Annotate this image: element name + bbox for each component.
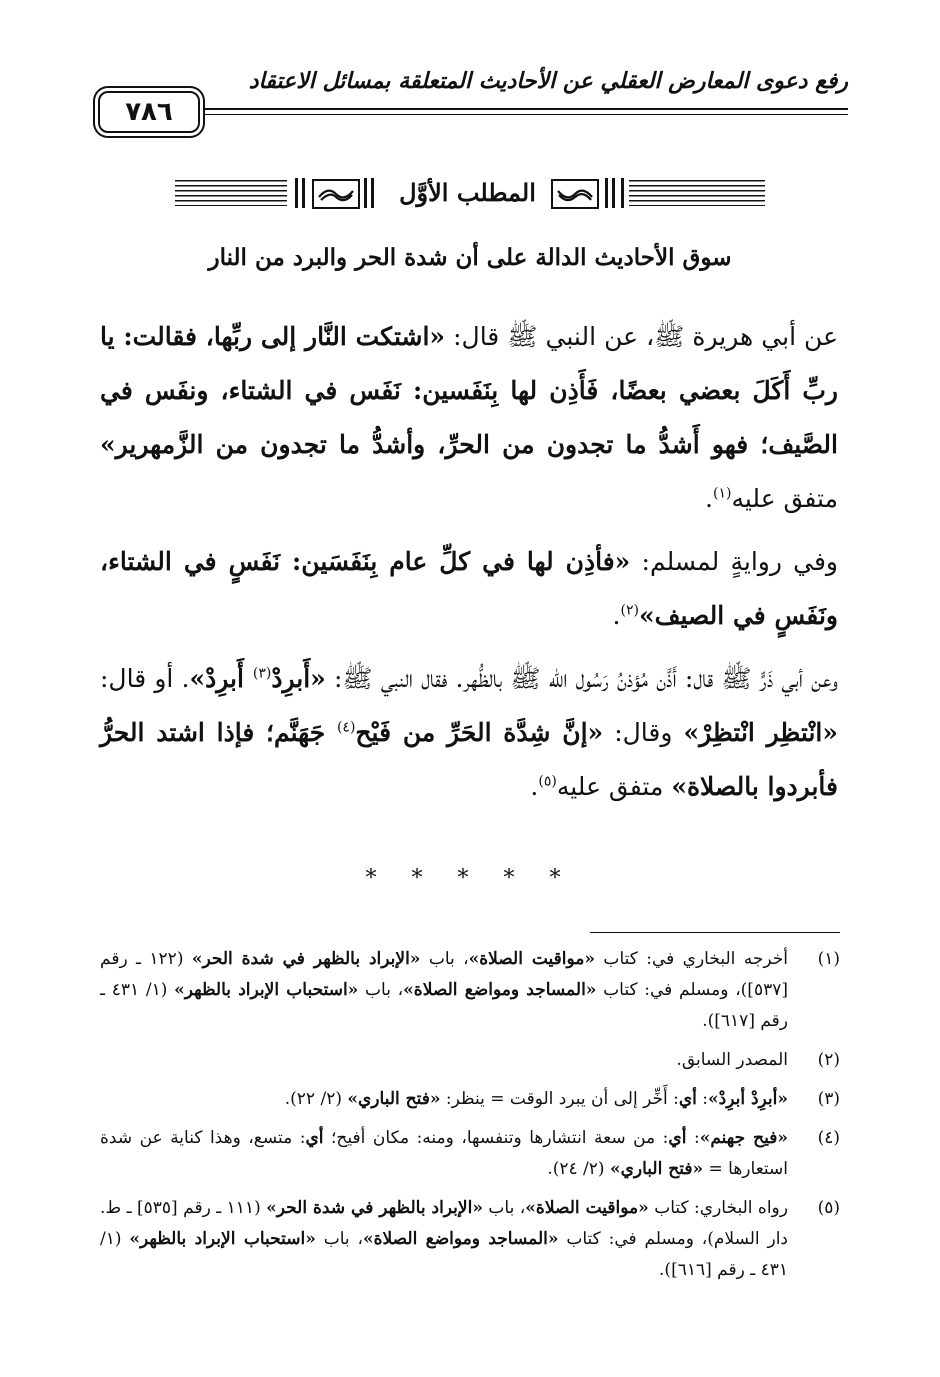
narration-text: وعن أبي ذَرٍّ ﷺ قال: أَذَّن مُؤذنُ رَسُول الله ﷺ بالظُّهر. فقال النبي ﷺ: [325,664,838,693]
narration-text: . [612,601,621,630]
footnote-number: (٣) [817,1089,840,1109]
quoted-text: «فيح جهنم» [699,1128,788,1148]
narration-text: (١/ ٤٣١ ـ رقم [٦١٧]). [100,980,788,1031]
section-title: سوق الأحاديث الدالة على أن شدة الحر والبرد من النار [208,244,732,271]
page-number-frame [98,91,200,133]
narration-text: : أَخِّر إلى أن يبرد الوقت = ينظر: [440,1089,679,1109]
quoted-text: «اشتكت النَّار إلى ربِّها، فقالت: يا ربِّ أَكَلَ بعضي بعضًا، فَأَذِن لها بِنَفَسين: نَفَس في الشتاء، ونفَس في الصَّيف؛ فهو أَشدُّ ما تجدون من الحرِّ، وأشدُّ ما تجدون من الزَّمهرير» [100,322,838,459]
footnote-item [100,1084,840,1115]
narration-text: : متسع، وهذا كناية عن شدة استعارها = [100,1128,788,1179]
footnote-ref: (٤) [336,719,356,736]
footnote-ref: (٣) [252,665,272,682]
quoted-text: «المساجد ومواضع الصلاة» [403,980,597,1000]
left-bar-ornament [302,178,305,208]
page-number: ٧٨٦ [125,97,173,127]
header-rule-thick [96,108,848,110]
footnote-item [100,1045,840,1076]
narration-text: ، باب [482,1198,526,1218]
running-title: رفع دعوى المعارض العقلي عن الأحاديث المتعلقة بمسائل الاعتقاد [248,68,848,94]
narration-text: ، باب [315,1229,363,1249]
footnote-ref: (٥) [538,773,557,790]
section-separator: * * * * * [365,866,575,891]
quoted-text: «المساجد ومواضع الصلاة» [362,1229,559,1249]
narration-text: : [696,1089,709,1109]
narration-text: : من سعة انتشارها وتنفسها، ومنه: مكان أفيح؛ [323,1128,669,1148]
footnote-rule [590,932,840,933]
footnote-number: (٥) [817,1198,840,1218]
quoted-text: «الإبراد بالظهر في شدة الحر» [266,1198,483,1218]
narration-text: متفق عليه [556,772,672,801]
narration-text: (١/ ٤٣١ ـ رقم [٦١٦]). [100,1229,788,1280]
narration-text: عن أبي هريرة ﷺ، عن النبي ﷺ قال: [445,322,839,351]
hadith-paragraph-3 [100,652,838,814]
narration-text: : [686,1128,700,1148]
narration-text: ، باب [358,980,404,1000]
narration-text: . [530,772,539,801]
right-hatch-ornament [629,180,765,206]
narration-text: (٢/ ٢٤). [547,1159,610,1179]
quoted-text: أَبرِدْ» [189,664,253,693]
footnote-ref: (٢) [620,602,639,619]
footnote-number: (٢) [817,1050,840,1070]
quoted-text: «أبرِدْ أبرِدْ» [708,1089,788,1109]
narration-text: (١١١ ـ رقم [٥٣٥] ـ ط. دار السلام)، ومسلم في: كتاب [100,1198,788,1249]
running-header [96,62,848,130]
quoted-text: «أَبرِدْ [271,664,326,693]
left-bar-ornament [295,178,298,208]
quoted-text: «فأذِن لها في كلِّ عام بِنَفَسَين: نَفَسٍ في الشتاء، ونَفَسٍ في الصيف» [100,547,838,630]
left-bar-ornament [364,178,367,208]
narration-text: (١٢٢ ـ رقم [٥٣٧])، ومسلم في: كتاب [100,949,788,1000]
quoted-text: «انْتظِر انْتظِرْ» [683,718,838,747]
footnote-ref: (١) [713,485,732,502]
quoted-text: «إنَّ شِدَّة الحَرِّ من فَيْح [355,718,604,747]
section-heading [175,176,765,212]
narration-text: رواه البخاري: كتاب [648,1198,788,1218]
quoted-text: «استحباب الإبراد بالظهر» [174,980,359,1000]
quoted-text: أي [668,1128,687,1148]
quoted-text: جَهَنَّم؛ فإذا اشتد الحرُّ فأبردوا بالصلاة» [100,718,838,801]
left-scroll-ornament-icon [312,179,360,209]
narration-text: وفي روايةٍ لمسلم: [630,547,838,576]
footnote-item [100,944,840,1037]
right-bar-ornament [621,178,624,208]
hadith-paragraph-1 [100,310,838,526]
quoted-text: «مواقيت الصلاة» [525,1198,649,1218]
footnotes [100,944,840,1294]
narration-text: متفق عليه [731,484,838,513]
header-rule-thin [96,114,848,115]
quoted-text: «مواقيت الصلاة» [468,949,596,969]
narration-text: (٢/ ٢٢). [284,1089,348,1109]
right-bar-ornament [605,178,608,208]
footnote-number: (١) [817,949,840,969]
quoted-text: أي [305,1128,324,1148]
quoted-text: «فتح الباري» [347,1089,441,1109]
left-hatch-ornament [175,180,287,206]
footnote-number: (٤) [817,1128,840,1148]
narration-text: . أو قال: [100,664,190,693]
quoted-text: «فتح الباري» [609,1159,704,1179]
right-scroll-ornament-icon [551,179,599,209]
hadith-paragraph-2 [100,535,838,643]
narration-text: وقال: [603,718,684,747]
right-bar-ornament [612,178,615,208]
narration-text: . [705,484,713,513]
narration-text: أخرجه البخاري في: كتاب [595,949,788,969]
quoted-text: أي [678,1089,697,1109]
quoted-text: «استحباب الإبراد بالظهر» [129,1229,316,1249]
section-label: المطلب الأوَّل [399,178,536,207]
footnote-item [100,1193,840,1286]
footnote-item [100,1123,840,1185]
narration-text: المصدر السابق. [676,1050,788,1070]
narration-text: ، باب [420,949,469,969]
left-bar-ornament [371,178,374,208]
quoted-text: «الإبراد بالظهر في شدة الحر» [191,949,421,969]
